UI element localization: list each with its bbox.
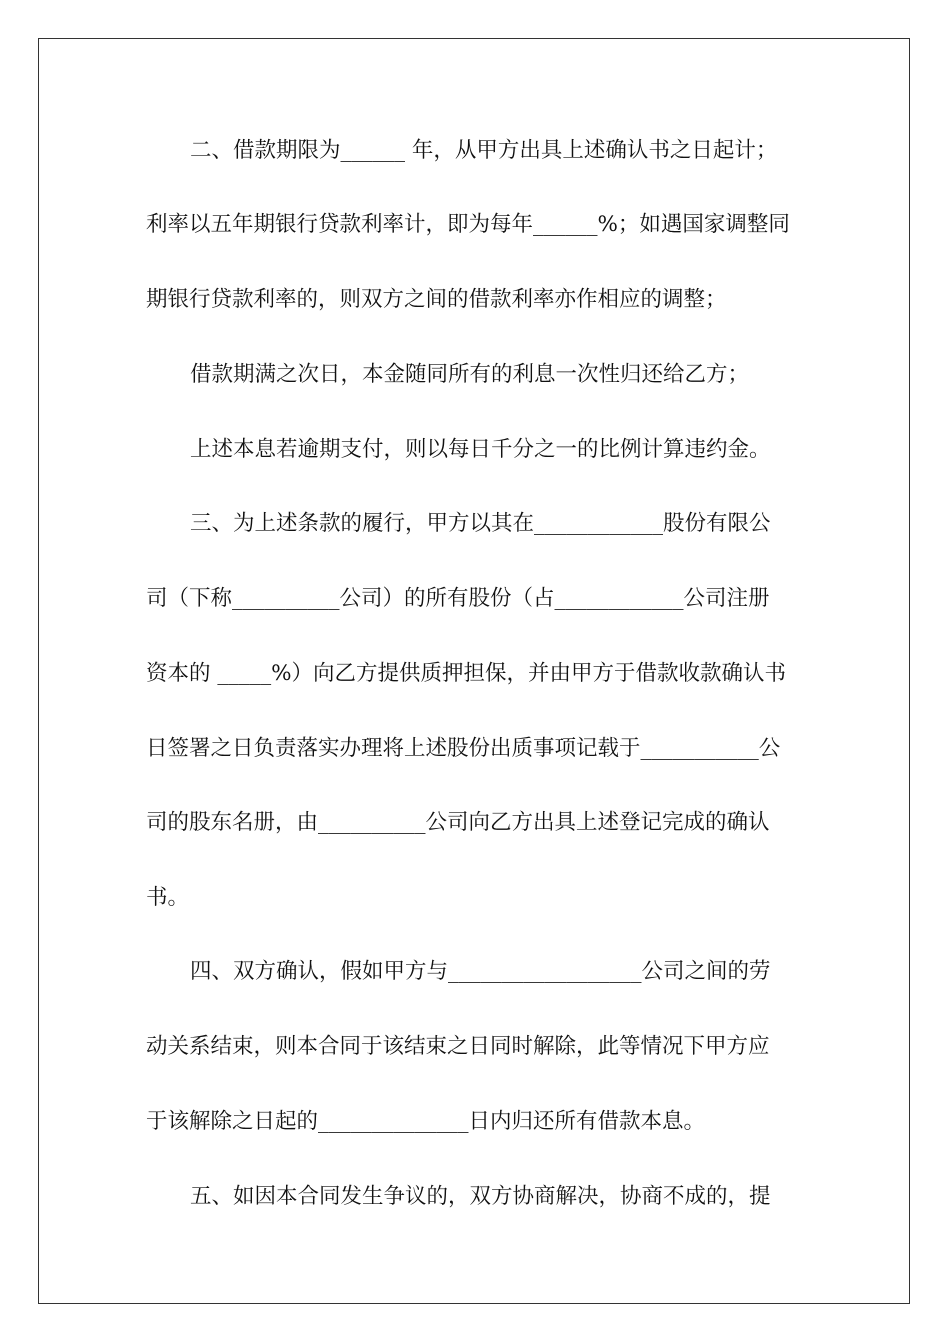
paragraph-line: 借款期满之次日，本金随同所有的利息一次性归还给乙方； bbox=[190, 362, 750, 387]
paragraph-line: 三、为上述条款的履行，甲方以其在____________股份有限公 bbox=[190, 511, 771, 536]
paragraph-line: 于该解除之日起的______________日内归还所有借款本息。 bbox=[146, 1109, 706, 1134]
paragraph-line: 司（下称__________公司）的所有股份（占____________公司注册 bbox=[146, 586, 770, 611]
paragraph-line: 二、借款期限为______ 年，从甲方出具上述确认书之日起计； bbox=[190, 138, 778, 163]
paragraph-line: 上述本息若逾期支付，则以每日千分之一的比例计算违约金。 bbox=[190, 437, 771, 462]
paragraph-line: 五、如因本合同发生争议的，双方协商解决，协商不成的，提 bbox=[190, 1184, 771, 1209]
paragraph-line: 四、双方确认，假如甲方与__________________公司之间的劳 bbox=[190, 959, 771, 984]
paragraph-line: 日签署之日负责落实办理将上述股份出质事项记载于___________公 bbox=[146, 736, 781, 761]
paragraph-line: 资本的 _____%）向乙方提供质押担保，并由甲方于借款收款确认书 bbox=[146, 661, 787, 686]
paragraph-line: 动关系结束，则本合同于该结束之日同时解除，此等情况下甲方应 bbox=[146, 1034, 770, 1059]
paragraph-line: 司的股东名册，由__________公司向乙方出具上述登记完成的确认 bbox=[146, 810, 770, 835]
paragraph-line: 利率以五年期银行贷款利率计，即为每年______%；如遇国家调整同 bbox=[146, 212, 790, 237]
paragraph-line: 期银行贷款利率的，则双方之间的借款利率亦作相应的调整； bbox=[146, 287, 727, 312]
paragraph-line: 书。 bbox=[146, 885, 190, 910]
